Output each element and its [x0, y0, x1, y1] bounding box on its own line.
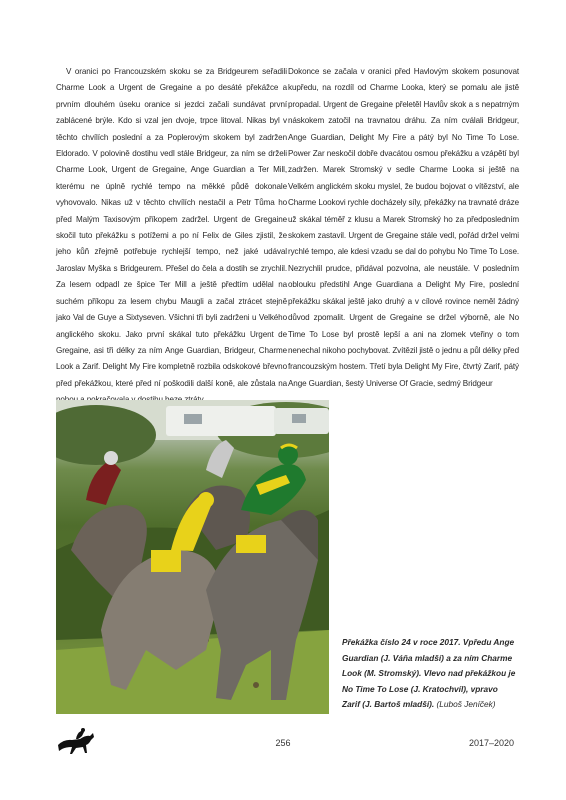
page-number: 256 [275, 738, 291, 748]
race-photo [56, 400, 329, 714]
text-column-left [56, 64, 287, 409]
text-column-right [288, 64, 519, 392]
caption-credit: (Luboš Jeníček) [436, 699, 496, 710]
footer-years: 2017–2020 [468, 738, 514, 748]
photo-caption [342, 635, 517, 713]
paragraph: V oranici po Francouzském skoku se za Bridgeurem seřadili Charme Look a Urgent de Gregaine a po desáté překážce a prvním dlouhém úseku oranice si jezdci začali sundávat první zablácené brýle. Kdo si vzal jen dvoje, trpce litoval. Nikas byl v těchto chvílích poslední a za Poplerovým skokem byl zadržen Eldorado. V polovině dostihu vedl stále Bridgeur, za ním se drželi Charme Look, Urgent de Gregaine, Ange Guardian a Ter Mill, kterému ne úplně rychlé tempo na měkké půdě dokonale vyhovovalo. Nikas už v těchto chvílích nestačil a Petr Tůma ho před Malým Taxisovým příkopem zadržel. Urgent de Gregaine skočil tuto překážku s potížemi a po ní Felix de Giles zjistil, že jeho kůň zřejmě potřebuje rychlejší tempo, než jaké udával Jaroslav Myška s Bridgeurem. Přešel do čela a dostih se zrychlil. Za lesem odpadl ze špice Ter Mill a ještě předtím udělal na suchém příkopu za lesem chybu Maugli a začal ztrácet stejně jako Val de Guye a Sixtyseven. Všichni tři byli zadrženi u Velkého anglického skoku. Jako první skákal tuto překážku Urgent de Gregaine, asi tři délky za ním Ange Guardian, Bridgeur, Charme Look a Zarif. Delight My Fire kompletně rozbila odskokové břevno před překážkou, které před ní poškodili další koně, ale zůstala na [56, 67, 287, 388]
caption-text: Překážka číslo 24 v roce 2017. Vpředu Ange Guardian (J. Váňa mladší) a za ním Charme Look (M. Stromský). Vlevo nad překážkou je No Time To Lose (J. Kratochvíl), vpravo Zarif (J. Bartoš mladší). [342, 637, 516, 710]
paragraph: Dokonce se začala v oranici před Havlovým skokem posunovat kupředu, na rozdíl od Charme Looka, který se pomalu ale jistě propadal. Urgent de Gregaine přeletěl Havlův skok a s nepatrným náskokem zatočil na travnatou dráhu. Za ním cválali Bridgeur, Ange Guardian, Delight My Fire a pátý byl No Time To Lose. Power Zar neskočil dobře dvacátou osmou překážku a vzápětí byl zadržen. Marek Stromský v sedle Charme Looka si ještě na Velkém anglickém skoku myslel, že budou bojovat o vítězství, ale Charme Lookovi rychle docházely síly, překážky na travnaté dráze už skákal téměř z klusu a Marek Stromský ho za předposledním skokem zastavil. Urgent de Gregaine stále vedl, pořád držel velmi rychlé tempo, ale kdesi vzadu se dal do pohybu No Time To Lose. Nezrychlil prudce, přidával pozvolna, ale neustále. V posledním oblouku předstihl Ange Guardiana a Delight My Fire, poslední překážku skákal ještě jako druhý a v cílové rovince neměl žádný důvod zpomalit. Urgent de Gregaine se držel výborně, ale No Time To Lose byl prostě lepší a ani na zlomek vteřiny o tom nenechal nikoho pochybovat. Zvítězil jistě o jednu a půl délky před francouzským hostem. Třetí byla Delight My Fire, čtvrtý Zarif, pátý Ange Guardian, šestý Universe Of Gracie, sedmý Bridgeur [288, 67, 519, 388]
